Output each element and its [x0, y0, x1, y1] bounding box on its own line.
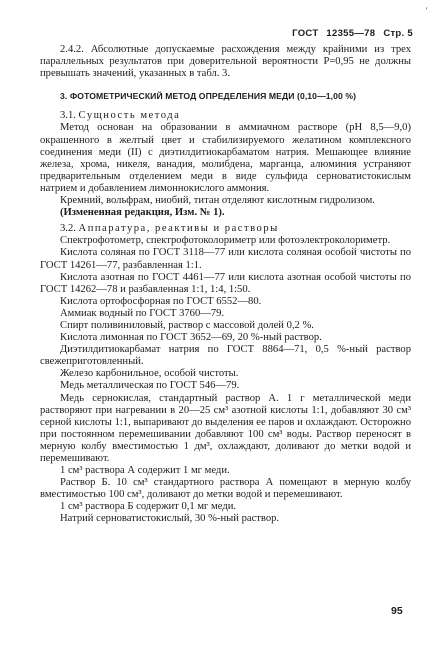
- header-number: 12355—78: [326, 28, 376, 39]
- subsection-3-1-title: Сущность метода: [78, 110, 181, 122]
- reagent-item: Кислота лимонная по ГОСТ 3652—69, 20 %-ный раствор.: [60, 332, 322, 344]
- reagent-item: Медь сернокислая, стандартный раствор А. 1 г металлической меди растворяют при нагревании в 20—25 см³ азотной кислоты 1:1, добавляют 30 см³ серной кислоты 1:1, выпаривают до выделения ее паров и охлаждают. Осторожно при постоянном перемешивании добавляют 100 см³ воды. Раствор переносят в мерную колбу вместимостью 1 дм³, охлаждают, доливают до метки водой и перемешивают.: [40, 392, 411, 464]
- paragraph-2-4-2: 2.4.2. Абсолютные допускаемые расхождения между крайними из трех параллельных результатов при доверительной вероятности P=0,95 не должны превышать значений, указанных в табл. 3.: [40, 44, 411, 80]
- reagent-item: Спирт поливиниловый, раствор с массовой долей 0,2 %.: [60, 319, 314, 331]
- page-header: [284, 28, 413, 39]
- edition-note: (Измененная редакция, Изм. № 1).: [60, 207, 225, 219]
- reagent-item: Раствор Б. 10 см³ стандартного раствора А помещают в мерную колбу вместимостью 100 см³, доливают до метки водой и перемешивают.: [40, 477, 411, 501]
- header-page-label: Стр. 5: [383, 28, 413, 39]
- reagent-item: Спектрофотометр, спектрофотоколориметр или фотоэлектроколориметр.: [60, 235, 391, 247]
- subsection-3-1-number: 3.1.: [60, 110, 76, 122]
- reagent-item: Железо карбонильное, особой чистоты.: [60, 368, 239, 380]
- paragraph-3-1-b: Кремний, вольфрам, ниобий, титан отделяют кислотным гидролизом.: [60, 195, 375, 207]
- subsection-3-2-number: 3.2.: [60, 223, 76, 235]
- reagent-item: Медь металлическая по ГОСТ 546—79.: [60, 380, 240, 392]
- header-standard: ГОСТ: [292, 28, 319, 39]
- paragraph-3-1-a: Метод основан на образовании в аммиачном растворе (pH 8,5—9,0) окрашенного в желтый цвет и стабилизируемого желатином комплексного соединения меди (II) с диэтилдитиокарбаматом натрия. Мешающее влияние железа, хрома, никеля, ванадия, молибдена, марганца, алюминия устраняют предварительным отделением меди в виде сульфида серноватистокислым натрием и добавлением лимоннокислого аммония.: [40, 122, 411, 194]
- reagent-item: Натрий серноватистокислый, 30 %-ный раствор.: [60, 513, 280, 525]
- reagent-item: Кислота соляная по ГОСТ 3118—77 или кислота соляная особой чистоты по ГОСТ 14261—77, разбавленная 1:1.: [40, 247, 411, 271]
- reagent-item: 1 см³ раствора А содержит 1 мг меди.: [60, 465, 230, 477]
- reagent-item: Кислота ортофосфорная по ГОСТ 6552—80.: [60, 295, 262, 307]
- section-3-title: 3. ФОТОМЕТРИЧЕСКИЙ МЕТОД ОПРЕДЕЛЕНИЯ МЕДИ (0,10—1,00 %): [60, 91, 357, 102]
- reagent-item: Диэтилдитиокарбамат натрия по ГОСТ 8864—71, 0,5 %-ный раствор свежеприготовленный.: [40, 344, 411, 368]
- subsection-3-1-heading: [40, 110, 411, 122]
- page-number: 95: [391, 605, 403, 617]
- reagent-item: Кислота азотная по ГОСТ 4461—77 или кислота азотная особой чистоты по ГОСТ 14262—78 и разбавленная 1:1, 1:4, 1:50.: [40, 271, 411, 295]
- corner-mark: ': [426, 6, 428, 15]
- reagent-item: 1 см³ раствора Б содержит 0,1 мг меди.: [60, 501, 237, 513]
- document-body: [40, 44, 411, 526]
- reagent-item: Аммиак водный по ГОСТ 3760—79.: [60, 307, 225, 319]
- subsection-3-2-heading: [40, 223, 411, 235]
- subsection-3-2-title: Аппаратура, реактивы и растворы: [78, 223, 279, 235]
